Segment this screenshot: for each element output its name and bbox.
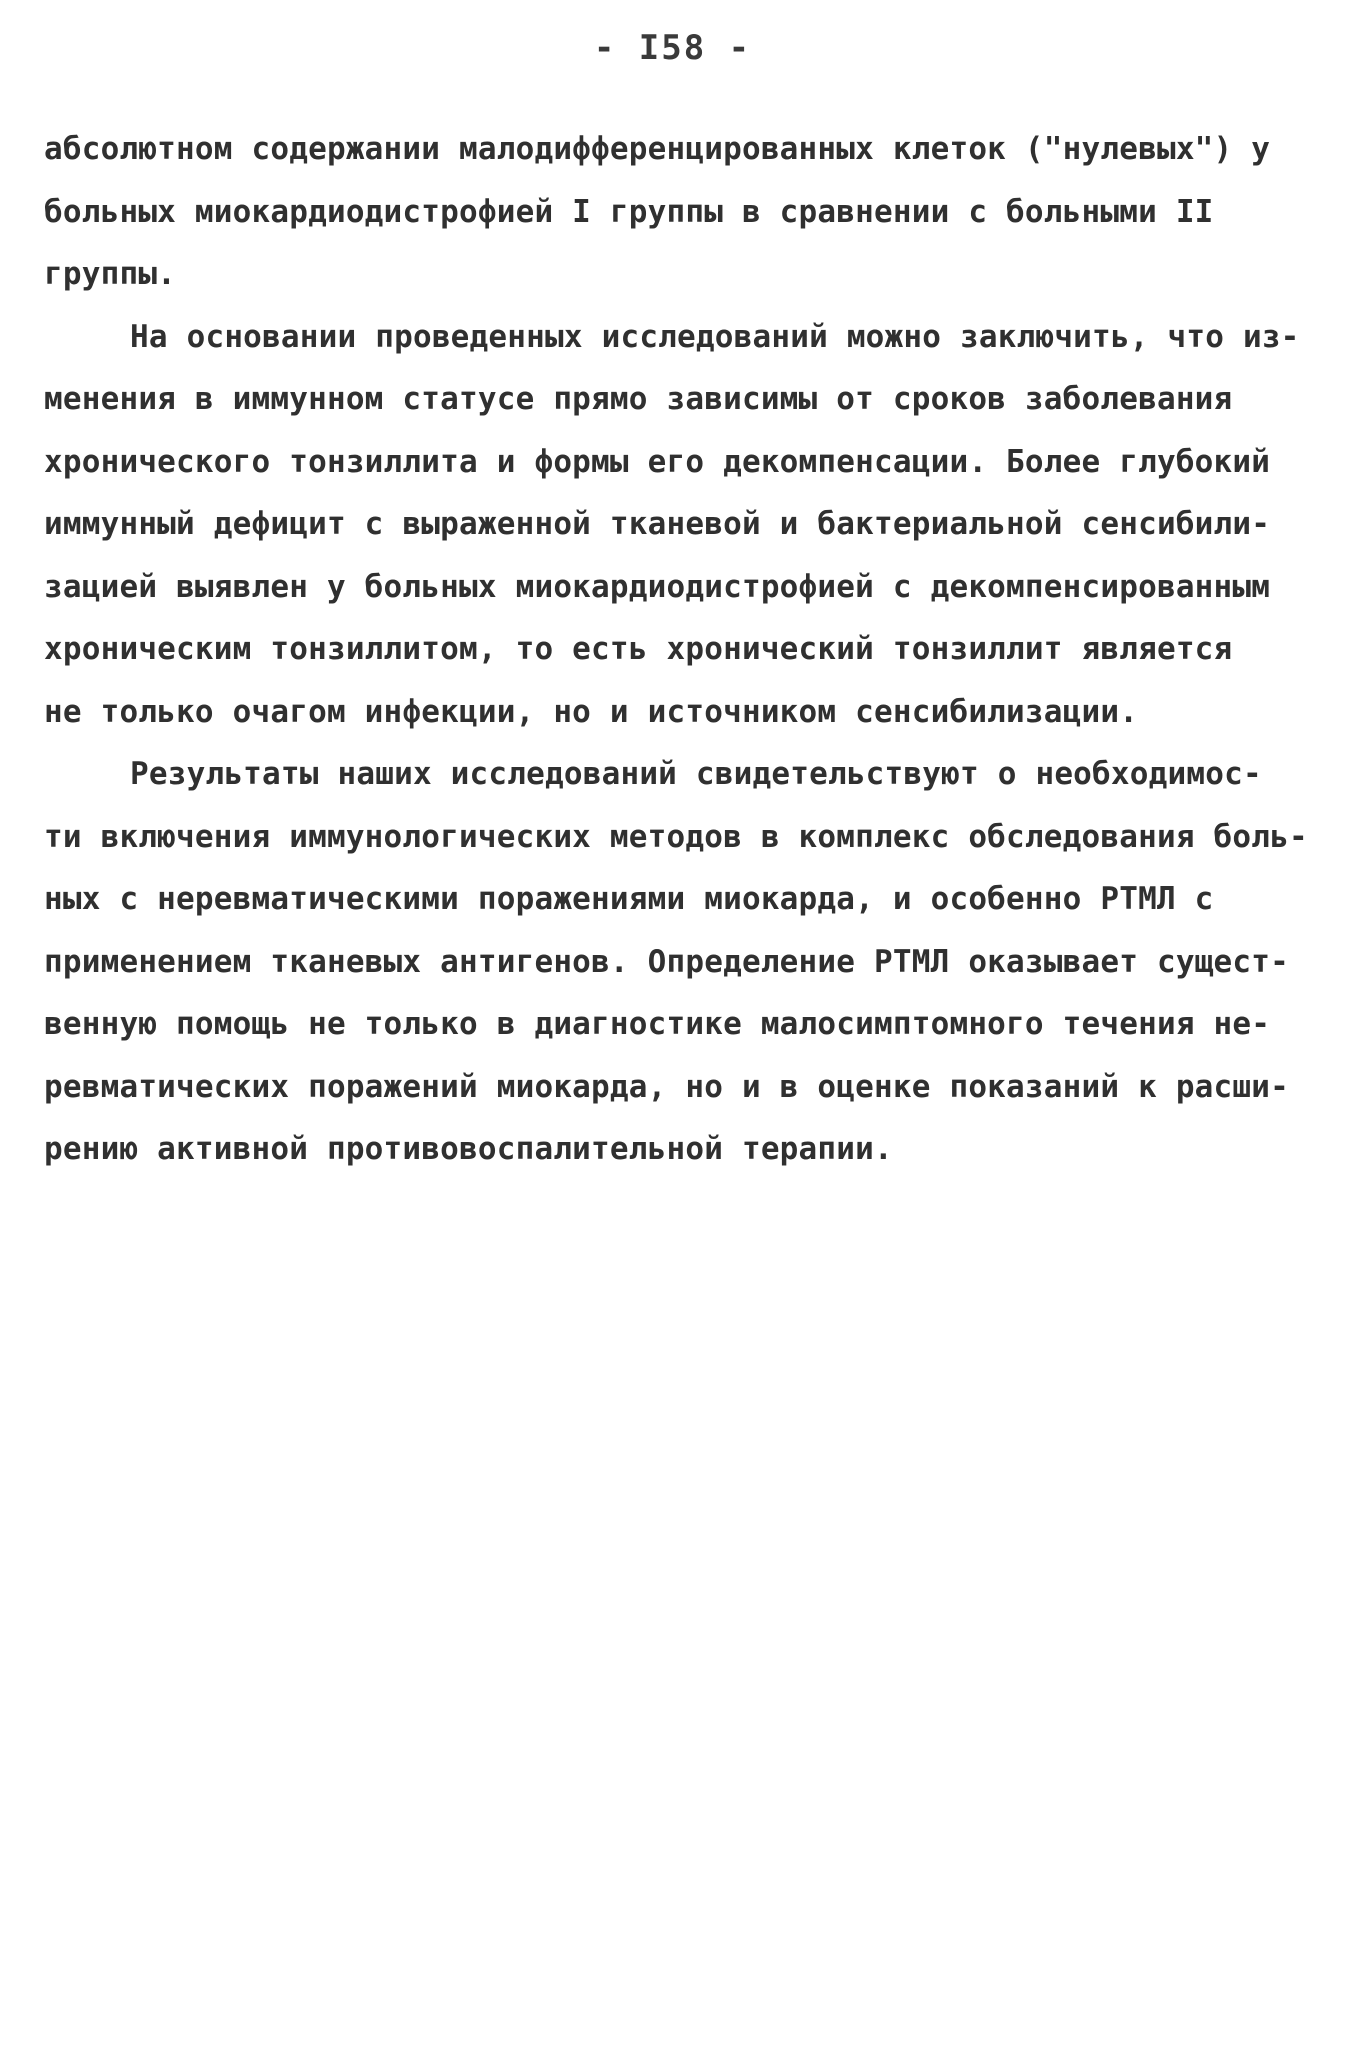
page-number: - I58 -: [593, 28, 752, 68]
text-line: группы.: [44, 256, 177, 292]
text-line: применением тканевых антигенов. Определение РТМЛ оказывает сущест-: [44, 943, 1289, 980]
text-line: не только очагом инфекции, но и источником сенсибилизации.: [44, 693, 1139, 730]
text-line: На основании проведенных исследований можно заключить, что из-: [130, 318, 1300, 355]
paragraph-1: [44, 118, 1314, 306]
text-line: хроническим тонзиллитом, то есть хронический тонзиллит является: [44, 631, 1233, 667]
text-line: иммунный дефицит с выраженной тканевой и бактериальной сенсибили-: [44, 506, 1271, 542]
text-line: венную помощь не только в диагностике малосимптомного течения не-: [44, 1006, 1271, 1042]
text-line: больных миокардиодистрофией I группы в сравнении с больными II: [44, 193, 1214, 230]
text-line: абсолютном содержании малодифференцированных клеток ("нулевых") у: [44, 131, 1271, 167]
text-line: зацией выявлен у больных миокардиодистрофией с декомпенсированным: [44, 568, 1271, 605]
text-line: менения в иммунном статусе прямо зависимы от сроков заболевания: [44, 381, 1233, 417]
text-line: хронического тонзиллита и формы его декомпенсации. Более глубокий: [44, 443, 1271, 480]
paragraph-3: [44, 743, 1314, 1181]
body-text: [44, 118, 1314, 1181]
paragraph-2: [44, 306, 1314, 744]
text-line: рению активной противовоспалительной терапии.: [44, 1131, 893, 1167]
text-line: ти включения иммунологических методов в комплекс обследования боль-: [44, 818, 1308, 855]
text-line: Результаты наших исследований свидетельствуют о необходимос-: [130, 756, 1262, 792]
text-line: ных с неревматическими поражениями миокарда, и особенно РТМЛ с: [44, 881, 1214, 917]
text-line: ревматических поражений миокарда, но и в оценке показаний к расши-: [44, 1068, 1289, 1105]
